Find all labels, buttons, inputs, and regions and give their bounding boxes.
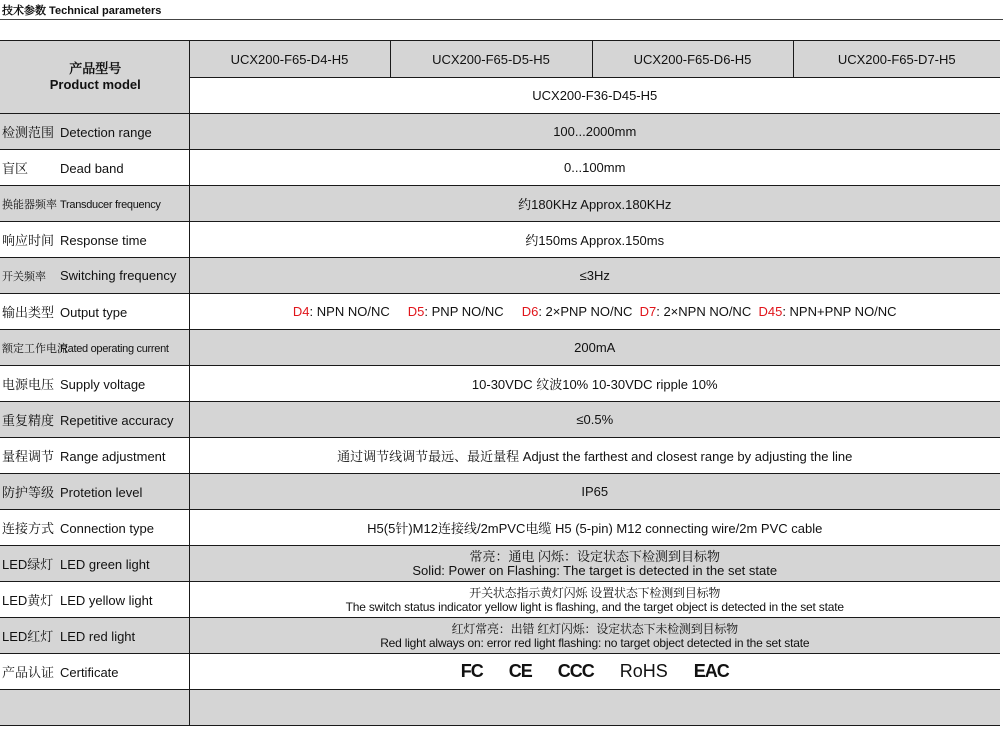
spec-value-empty: [189, 690, 1000, 726]
section-header: [0, 0, 1003, 20]
ccc-mark-icon: CCC: [557, 661, 594, 681]
spec-row-rated-current: [0, 330, 1000, 366]
spec-label: 产品认证 Certificate: [0, 654, 189, 690]
spec-value: 200mA: [189, 330, 1000, 366]
spec-row-range-adjustment: [0, 438, 1000, 474]
spec-row-detection-range: [0, 114, 1000, 150]
model-cell: UCX200-F65-D5-H5: [390, 41, 592, 78]
header-divider: [0, 19, 1003, 20]
spec-label: 电源电压 Supply voltage: [0, 366, 189, 402]
spec-label: 防护等级 Protetion level: [0, 474, 189, 510]
product-model-row: [0, 41, 1000, 78]
spec-value: ≤0.5%: [189, 402, 1000, 438]
spec-row-led-red: [0, 618, 1000, 654]
spec-value: H5(5针)M12连接线/2mPVC电缆 H5 (5-pin) M12 connecting wire/2m PVC cable: [189, 510, 1000, 546]
spec-row-output-type: [0, 294, 1000, 330]
spec-row-transducer-frequency: [0, 186, 1000, 222]
spec-row-response-time: [0, 222, 1000, 258]
model-cell: UCX200-F65-D6-H5: [592, 41, 793, 78]
spec-row-led-yellow: [0, 582, 1000, 618]
output-desc: : PNP NO/NC: [424, 304, 504, 319]
spec-row-repetitive-accuracy: [0, 402, 1000, 438]
output-code: D4: [292, 304, 310, 319]
certificate-marks: [189, 654, 1000, 690]
spec-label: 检测范围 Detection range: [0, 114, 189, 150]
spec-label: 额定工作电流Rated operating current: [0, 330, 189, 366]
rohs-mark-icon: RoHS: [619, 661, 668, 681]
spec-label-empty: [0, 690, 189, 726]
spec-row-protection-level: [0, 474, 1000, 510]
spec-label: 换能器频率 Transducer frequency: [0, 186, 189, 222]
spec-table: [0, 40, 1000, 726]
ce-mark-icon: CE: [508, 661, 532, 681]
spec-row-certificate: [0, 654, 1000, 690]
output-code: D6: [521, 304, 539, 319]
spec-value: 100...2000mm: [189, 114, 1000, 150]
spec-value: 约150ms Approx.150ms: [189, 222, 1000, 258]
spec-label: LED黄灯 LED yellow light: [0, 582, 189, 618]
spec-label: 响应时间 Response time: [0, 222, 189, 258]
output-desc: : 2×NPN NO/NC: [656, 304, 752, 319]
fc-mark-icon: FC: [460, 661, 483, 681]
spec-value: ≤3Hz: [189, 258, 1000, 294]
output-desc: : NPN NO/NC: [309, 304, 390, 319]
eac-mark-icon: EAC: [693, 661, 729, 681]
output-code: D7: [639, 304, 657, 319]
spec-value: IP65: [189, 474, 1000, 510]
spec-label: 重复精度 Repetitive accuracy: [0, 402, 189, 438]
spec-label: LED红灯 LED red light: [0, 618, 189, 654]
spec-value: 约180KHz Approx.180KHz: [189, 186, 1000, 222]
spec-label: 量程调节 Range adjustment: [0, 438, 189, 474]
output-desc: : 2×PNP NO/NC: [538, 304, 633, 319]
spec-value: 开关状态指示黄灯闪烁 设置状态下检测到目标物 The switch status indicator yellow light is flashing, and the target object is detected in the set state: [189, 582, 1000, 618]
section-title: 技术参数 Technical parameters: [2, 5, 162, 17]
output-code: D45: [758, 304, 783, 319]
spec-value-outputs: [189, 294, 1000, 330]
model-cell: UCX200-F36-D45-H5: [189, 78, 1000, 114]
model-cell: UCX200-F65-D7-H5: [793, 41, 1000, 78]
spec-row-led-green: [0, 546, 1000, 582]
product-model-label: 产品型号 Product model: [0, 41, 189, 114]
spec-label: 连接方式 Connection type: [0, 510, 189, 546]
spec-row-empty: [0, 690, 1000, 726]
spec-label: 盲区 Dead band: [0, 150, 189, 186]
spec-label: 输出类型 Output type: [0, 294, 189, 330]
spec-label: 开关频率 Switching frequency: [0, 258, 189, 294]
output-code: D5: [407, 304, 425, 319]
model-cell: UCX200-F65-D4-H5: [189, 41, 390, 78]
output-desc: : NPN+PNP NO/NC: [782, 304, 897, 319]
spec-value: 红灯常亮：出错 红灯闪烁：设定状态下未检测到目标物 Red light always on: error red light flashing: no target object detected in the set state: [189, 618, 1000, 654]
spec-value: 常亮：通电 闪烁：设定状态下检测到目标物 Solid: Power on Flashing: The target is detected in the set state: [189, 546, 1000, 582]
spec-row-supply-voltage: [0, 366, 1000, 402]
spec-value: 0...100mm: [189, 150, 1000, 186]
spec-label: LED绿灯 LED green light: [0, 546, 189, 582]
spec-value: 通过调节线调节最远、最近量程 Adjust the farthest and closest range by adjusting the line: [189, 438, 1000, 474]
spec-row-connection-type: [0, 510, 1000, 546]
spec-row-switching-frequency: [0, 258, 1000, 294]
spec-value: 10-30VDC 纹波10% 10-30VDC ripple 10%: [189, 366, 1000, 402]
spec-row-dead-band: [0, 150, 1000, 186]
